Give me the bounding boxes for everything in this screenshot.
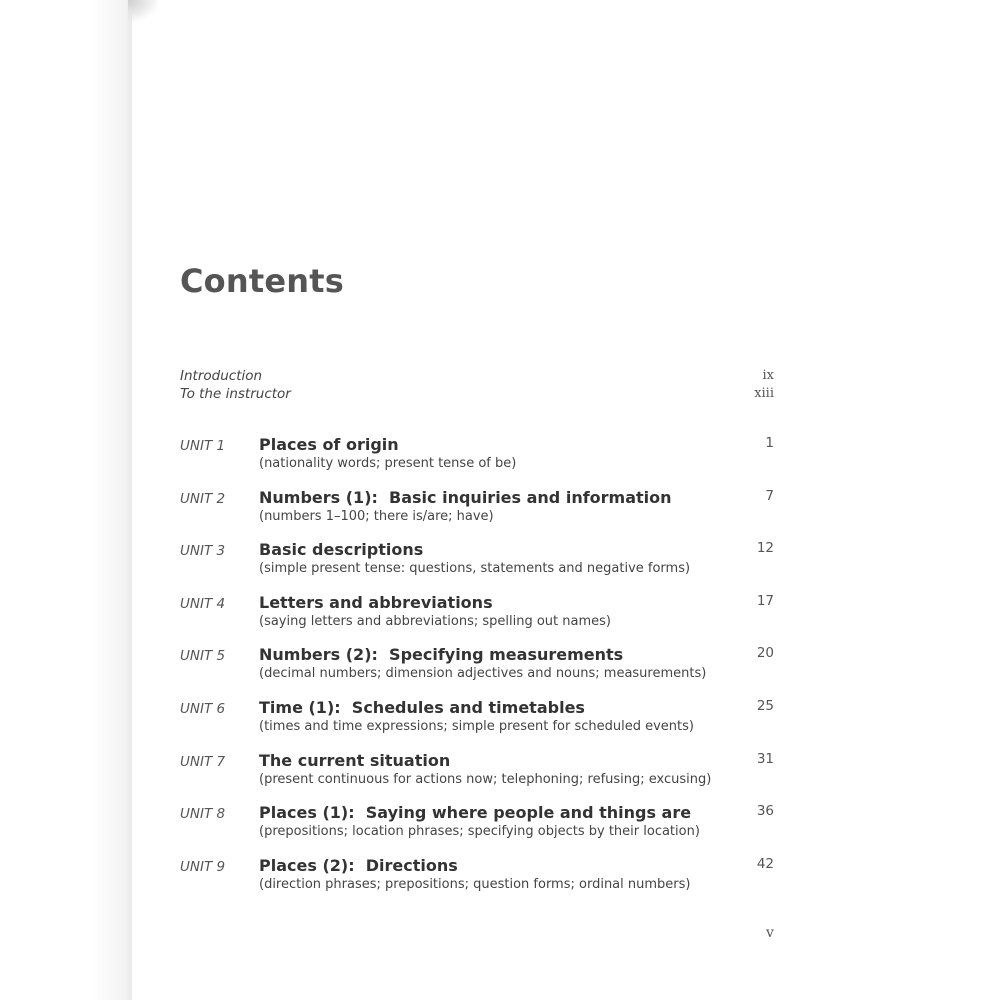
unit-subtitle: (saying letters and abbreviations; spelling out names)	[259, 613, 611, 629]
unit-entry[interactable]	[180, 802, 774, 855]
unit-page-number: 12	[756, 540, 774, 557]
page-gutter	[0, 0, 132, 1000]
unit-page-number: 36	[756, 803, 774, 820]
unit-page-number: 1	[765, 435, 774, 451]
unit-entry[interactable]	[180, 539, 774, 592]
unit-page-number: 31	[756, 750, 774, 767]
unit-subtitle: (prepositions; location phrases; specifying objects by their location)	[259, 824, 700, 840]
unit-title: Numbers (1): Basic inquiries and information	[259, 487, 672, 507]
front-matter-label: Introduction	[180, 368, 263, 384]
unit-title: Numbers (2): Specifying measurements	[259, 645, 624, 665]
unit-entry[interactable]	[180, 434, 774, 487]
unit-entry[interactable]	[180, 855, 774, 908]
unit-entry[interactable]	[180, 644, 774, 697]
unit-label: UNIT 1	[180, 438, 226, 454]
unit-label: UNIT 7	[180, 753, 226, 770]
unit-subtitle: (simple present tense: questions, statements and negative forms)	[259, 561, 691, 577]
unit-label: UNIT 3	[180, 543, 226, 560]
front-matter-page: xiii	[754, 386, 774, 401]
unit-subtitle: (numbers 1–100; there is/are; have)	[259, 508, 494, 524]
page-corner-shadow	[128, 0, 158, 22]
unit-title: Places of origin	[259, 435, 399, 454]
unit-entry[interactable]	[180, 697, 774, 750]
unit-entry[interactable]	[180, 487, 774, 540]
unit-page-number: 7	[765, 487, 774, 504]
unit-title: Basic descriptions	[259, 540, 424, 560]
unit-label: UNIT 4	[180, 595, 226, 612]
unit-label: UNIT 8	[180, 806, 226, 823]
unit-label: UNIT 2	[180, 490, 226, 507]
unit-label: UNIT 6	[180, 700, 226, 717]
unit-title: Letters and abbreviations	[259, 592, 493, 612]
front-matter-label: To the instructor	[180, 386, 291, 402]
unit-title: Time (1): Schedules and timetables	[259, 697, 585, 717]
unit-list	[180, 434, 774, 907]
unit-title: Places (2): Directions	[259, 855, 458, 875]
unit-page-number: 20	[756, 645, 774, 662]
front-matter-entry[interactable]	[180, 385, 774, 403]
unit-title: Places (1): Saying where people and things are	[259, 803, 692, 823]
unit-label: UNIT 5	[180, 648, 226, 665]
unit-label: UNIT 9	[180, 858, 226, 875]
page-folio: v	[766, 925, 774, 941]
page-title: Contents	[180, 262, 344, 300]
unit-entry[interactable]	[180, 750, 774, 803]
front-matter-page: ix	[762, 368, 774, 383]
unit-page-number: 17	[756, 592, 774, 609]
unit-page-number: 42	[756, 855, 774, 872]
unit-subtitle: (decimal numbers; dimension adjectives and nouns; measurements)	[259, 666, 707, 682]
front-matter-entry[interactable]	[180, 367, 774, 385]
unit-subtitle: (direction phrases; prepositions; question forms; ordinal numbers)	[259, 876, 691, 892]
unit-entry[interactable]	[180, 592, 774, 645]
front-matter	[180, 367, 774, 403]
unit-subtitle: (nationality words; present tense of be)	[259, 456, 517, 471]
unit-title: The current situation	[259, 750, 451, 770]
unit-page-number: 25	[756, 697, 774, 714]
unit-subtitle: (times and time expressions; simple present for scheduled events)	[259, 718, 694, 734]
unit-subtitle: (present continuous for actions now; telephoning; refusing; excusing)	[259, 771, 712, 787]
